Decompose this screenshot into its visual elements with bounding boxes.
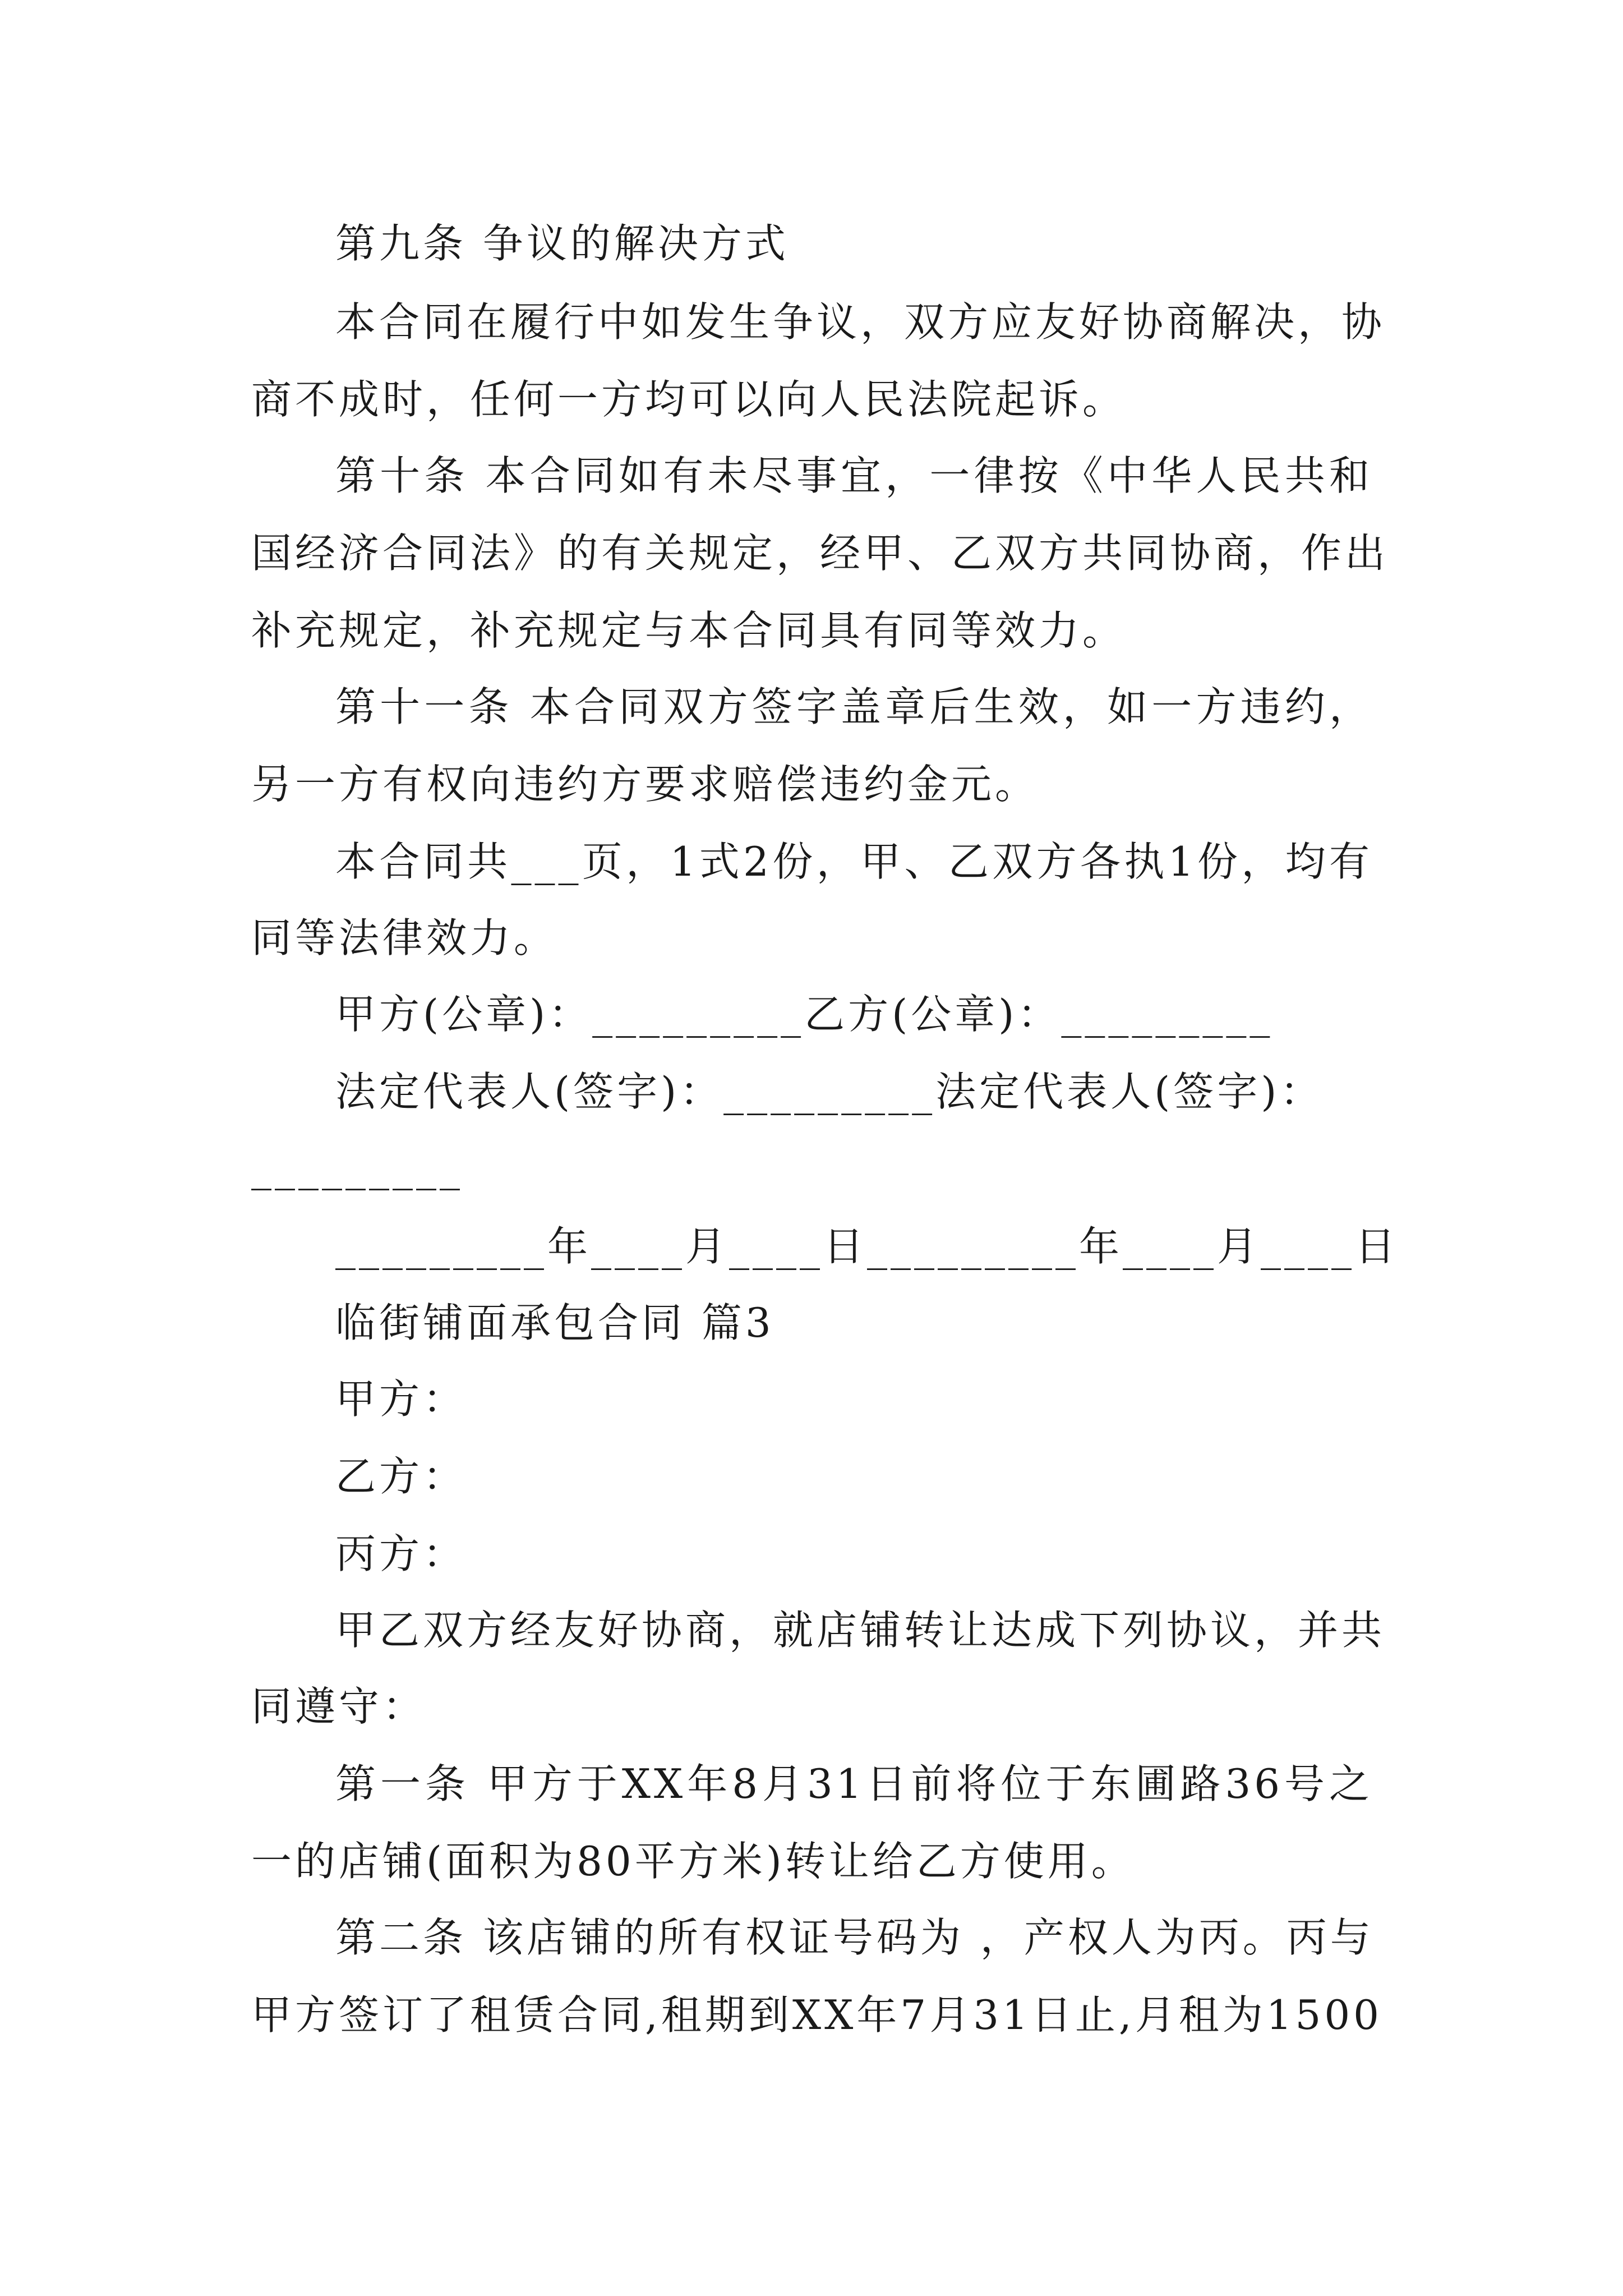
article-1-line-2: 一的店铺(面积为80平方米)转让给乙方使用。 xyxy=(251,1838,1135,1885)
agreement-intro-line-2: 同遵守： xyxy=(251,1683,427,1730)
party-seal-line: 甲方(公章)：_________乙方(公章)：_________ xyxy=(335,991,1274,1038)
article-10-line-1: 第十条 本合同如有未尽事宜，一律按《中华人民共和 xyxy=(335,452,1373,499)
article-10-line-3: 补充规定，补充规定与本合同具有同等效力。 xyxy=(251,607,1127,654)
contract-3-title: 临街铺面承包合同 篇3 xyxy=(335,1299,774,1346)
article-9-heading: 第九条 争议的解决方式 xyxy=(335,220,789,267)
party-c-label: 丙方： xyxy=(335,1530,467,1577)
party-b-label: 乙方： xyxy=(335,1453,467,1500)
copies-line-1: 本合同共___页，1式2份，甲、乙双方各执1份，均有 xyxy=(335,838,1373,885)
legal-representative-line: 法定代表人(签字)：_________法定代表人(签字)： xyxy=(335,1068,1324,1115)
article-9-text-line-1: 本合同在履行中如发生争议，双方应友好协商解决，协 xyxy=(335,298,1386,346)
date-line: _________年____月____日_________年____月____日 xyxy=(335,1223,1399,1270)
article-1-line-1: 第一条 甲方于XX年8月31日前将位于东圃路36号之 xyxy=(335,1760,1373,1807)
signature-blank: _________ xyxy=(251,1143,463,1190)
article-2-line-1: 第二条 该店铺的所有权证号码为 ，产权人为丙。丙与 xyxy=(335,1914,1374,1961)
article-9-text-line-2: 商不成时，任何一方均可以向人民法院起诉。 xyxy=(251,376,1127,423)
article-10-line-2: 国经济合同法》的有关规定，经甲、乙双方共同协商，作出 xyxy=(251,530,1389,577)
article-2-line-2: 甲方签订了租赁合同,租期到XX年7月31日止,月租为1500 xyxy=(251,1991,1382,2039)
article-11-line-1: 第十一条 本合同双方签字盖章后生效，如一方违约， xyxy=(335,683,1373,730)
party-a-label: 甲方： xyxy=(335,1375,467,1423)
article-11-line-2: 另一方有权向违约方要求赔偿违约金元。 xyxy=(251,761,1039,808)
copies-line-2: 同等法律效力。 xyxy=(251,914,558,961)
agreement-intro-line-1: 甲乙双方经友好协商，就店铺转让达成下列协议，并共 xyxy=(335,1607,1386,1654)
